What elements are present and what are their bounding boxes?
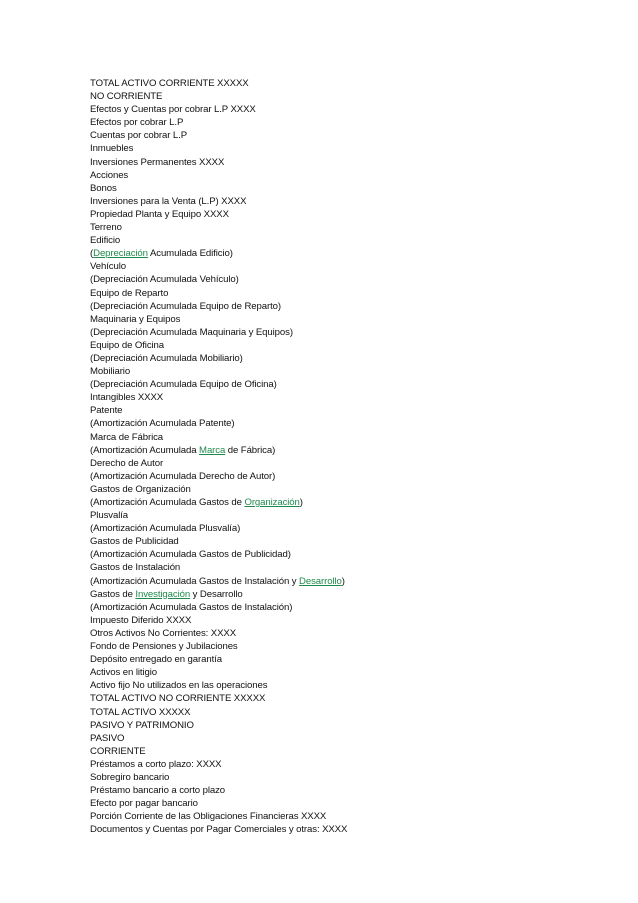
- line-text: (Amortización Acumulada Gastos de: [90, 497, 245, 508]
- line-text: (Amortización Acumulada Plusvalía): [90, 523, 241, 535]
- line-text: (Amortización Acumulada: [90, 444, 200, 456]
- line-text: Acciones: [90, 169, 129, 181]
- line-text: NO CORRIENTE: [90, 91, 163, 103]
- document-line: [90, 522, 610, 535]
- document-line: [90, 509, 610, 522]
- line-text: Terreno: [90, 222, 122, 234]
- line-text: TOTAL ACTIVO CORRIENTE XXXXX: [90, 78, 249, 89]
- line-text: Equipo de Reparto: [90, 287, 169, 299]
- line-text: (Amortización Acumulada Patente): [90, 418, 235, 430]
- line-text: ): [299, 497, 303, 508]
- line-text: ): [341, 575, 345, 587]
- line-text: Propiedad Planta y Equipo XXXX: [90, 208, 229, 220]
- document-line: [90, 745, 610, 758]
- document-line: [90, 719, 610, 732]
- line-text: Patente: [90, 405, 123, 417]
- document-line: [90, 758, 610, 771]
- line-text: Cuentas por cobrar L.P: [90, 130, 187, 142]
- line-text: (: [90, 248, 94, 260]
- document-line: [90, 169, 610, 182]
- document-line: [90, 588, 610, 601]
- document-line: [90, 313, 610, 326]
- line-text: Sobregiro bancario: [90, 771, 170, 783]
- line-text: Edificio: [90, 235, 121, 247]
- document-line: [90, 77, 610, 90]
- line-text: Bonos: [90, 182, 117, 194]
- line-text: Préstamos a corto plazo: XXXX: [90, 758, 222, 770]
- document-line: [90, 365, 610, 378]
- line-text: Porción Corriente de las Obligaciones Financieras XXXX: [90, 811, 327, 823]
- inline-link[interactable]: Organización: [244, 497, 300, 508]
- line-text: (Depreciación Acumulada Mobiliario): [90, 352, 243, 364]
- line-text: Activo fijo No utilizados en las operaciones: [90, 680, 268, 692]
- line-text: Efectos y Cuentas por cobrar L.P XXXX: [90, 104, 256, 116]
- inline-link[interactable]: Marca: [199, 444, 226, 456]
- line-text: Gastos de Instalación: [90, 562, 181, 574]
- document-line: [90, 260, 610, 273]
- document-line: [90, 378, 610, 391]
- line-text: de Fábrica): [225, 444, 276, 456]
- line-text: Marca de Fábrica: [90, 431, 164, 443]
- document-line: [90, 483, 610, 496]
- line-text: CORRIENTE: [90, 745, 146, 757]
- document-line: [90, 195, 610, 208]
- document-line: [90, 640, 610, 653]
- document-line: [90, 771, 610, 784]
- line-text: (Amortización Acumulada Gastos de Instalación y: [90, 575, 300, 587]
- document-line: [90, 706, 610, 719]
- document-line: [90, 103, 610, 116]
- line-text: Inversiones para la Venta (L.P) XXXX: [90, 195, 247, 207]
- line-text: Plusvalía: [90, 510, 129, 522]
- document-line: [90, 653, 610, 666]
- document-line: [90, 129, 610, 142]
- document-line: [90, 548, 610, 561]
- line-text: (Amortización Acumulada Derecho de Autor): [90, 470, 276, 482]
- document-line: [90, 404, 610, 417]
- document-line: [90, 692, 610, 705]
- line-text: Impuesto Diferido XXXX: [90, 614, 192, 626]
- document-line: [90, 444, 610, 457]
- document-line: [90, 300, 610, 313]
- line-text: (Depreciación Acumulada Maquinaria y Equipos): [90, 326, 293, 338]
- document-line: [90, 575, 610, 588]
- line-text: (Depreciación Acumulada Vehículo): [90, 274, 239, 286]
- line-text: y Desarrollo: [190, 588, 243, 600]
- document-line: [90, 797, 610, 810]
- document-line: [90, 352, 610, 365]
- document-line: [90, 182, 610, 195]
- line-text: Vehículo: [90, 261, 127, 273]
- document-line: [90, 142, 610, 155]
- line-text: Mobiliario: [90, 366, 131, 378]
- line-text: Intangibles XXXX: [90, 392, 164, 404]
- line-text: Maquinaria y Equipos: [90, 313, 181, 325]
- document-line: [90, 273, 610, 286]
- document-line: [90, 339, 610, 352]
- document-line: [90, 417, 610, 430]
- line-text: Otros Activos No Corrientes: XXXX: [90, 627, 236, 639]
- line-text: Efecto por pagar bancario: [90, 798, 198, 810]
- line-text: Gastos de: [90, 588, 136, 600]
- document-line: [90, 732, 610, 745]
- document-line: [90, 535, 610, 548]
- inline-link[interactable]: Investigación: [135, 588, 191, 600]
- document-line: [90, 247, 610, 260]
- line-text: Equipo de Oficina: [90, 339, 165, 351]
- document-line: [90, 561, 610, 574]
- line-text: Inversiones Permanentes XXXX: [90, 156, 225, 168]
- line-text: Activos en litigio: [90, 667, 157, 679]
- document-line: [90, 287, 610, 300]
- line-text: Acumulada Edificio): [147, 248, 233, 260]
- line-text: PASIVO Y PATRIMONIO: [90, 719, 194, 731]
- document-line: [90, 810, 610, 823]
- document-line: [90, 614, 610, 627]
- line-text: Inmuebles: [90, 143, 134, 155]
- inline-link[interactable]: Desarrollo: [299, 575, 342, 587]
- line-text: Gastos de Publicidad: [90, 536, 179, 548]
- document-line: [90, 326, 610, 339]
- document-line: [90, 457, 610, 470]
- document-line: [90, 208, 610, 221]
- document-line: [90, 90, 610, 103]
- line-text: Fondo de Pensiones y Jubilaciones: [90, 641, 238, 653]
- line-text: (Depreciación Acumulada Equipo de Reparto): [90, 300, 281, 312]
- document-body: [90, 77, 610, 836]
- line-text: Gastos de Organización: [90, 483, 191, 495]
- document-line: [90, 666, 610, 679]
- line-text: (Amortización Acumulada Gastos de Instalación): [90, 601, 293, 613]
- line-text: Documentos y Cuentas por Pagar Comerciales y otras: XXXX: [90, 824, 348, 836]
- document-line: [90, 679, 610, 692]
- document-line: [90, 391, 610, 404]
- document-line: [90, 116, 610, 129]
- document-line: [90, 601, 610, 614]
- document-line: [90, 234, 610, 247]
- document-line: [90, 470, 610, 483]
- document-line: [90, 627, 610, 640]
- inline-link[interactable]: Depreciación: [93, 248, 148, 260]
- document-line: [90, 431, 610, 444]
- line-text: TOTAL ACTIVO NO CORRIENTE XXXXX: [90, 693, 266, 705]
- document-line: [90, 496, 610, 509]
- document-line: [90, 823, 610, 836]
- line-text: PASIVO: [90, 732, 125, 744]
- line-text: Préstamo bancario a corto plazo: [90, 785, 226, 797]
- line-text: (Depreciación Acumulada Equipo de Oficina): [90, 379, 277, 391]
- line-text: TOTAL ACTIVO XXXXX: [90, 706, 191, 718]
- document-line: [90, 784, 610, 797]
- line-text: Derecho de Autor: [90, 457, 164, 469]
- document-line: [90, 221, 610, 234]
- line-text: Depósito entregado en garantía: [90, 654, 222, 666]
- line-text: Efectos por cobrar L.P: [90, 117, 184, 129]
- document-line: [90, 156, 610, 169]
- line-text: (Amortización Acumulada Gastos de Publicidad): [90, 549, 291, 561]
